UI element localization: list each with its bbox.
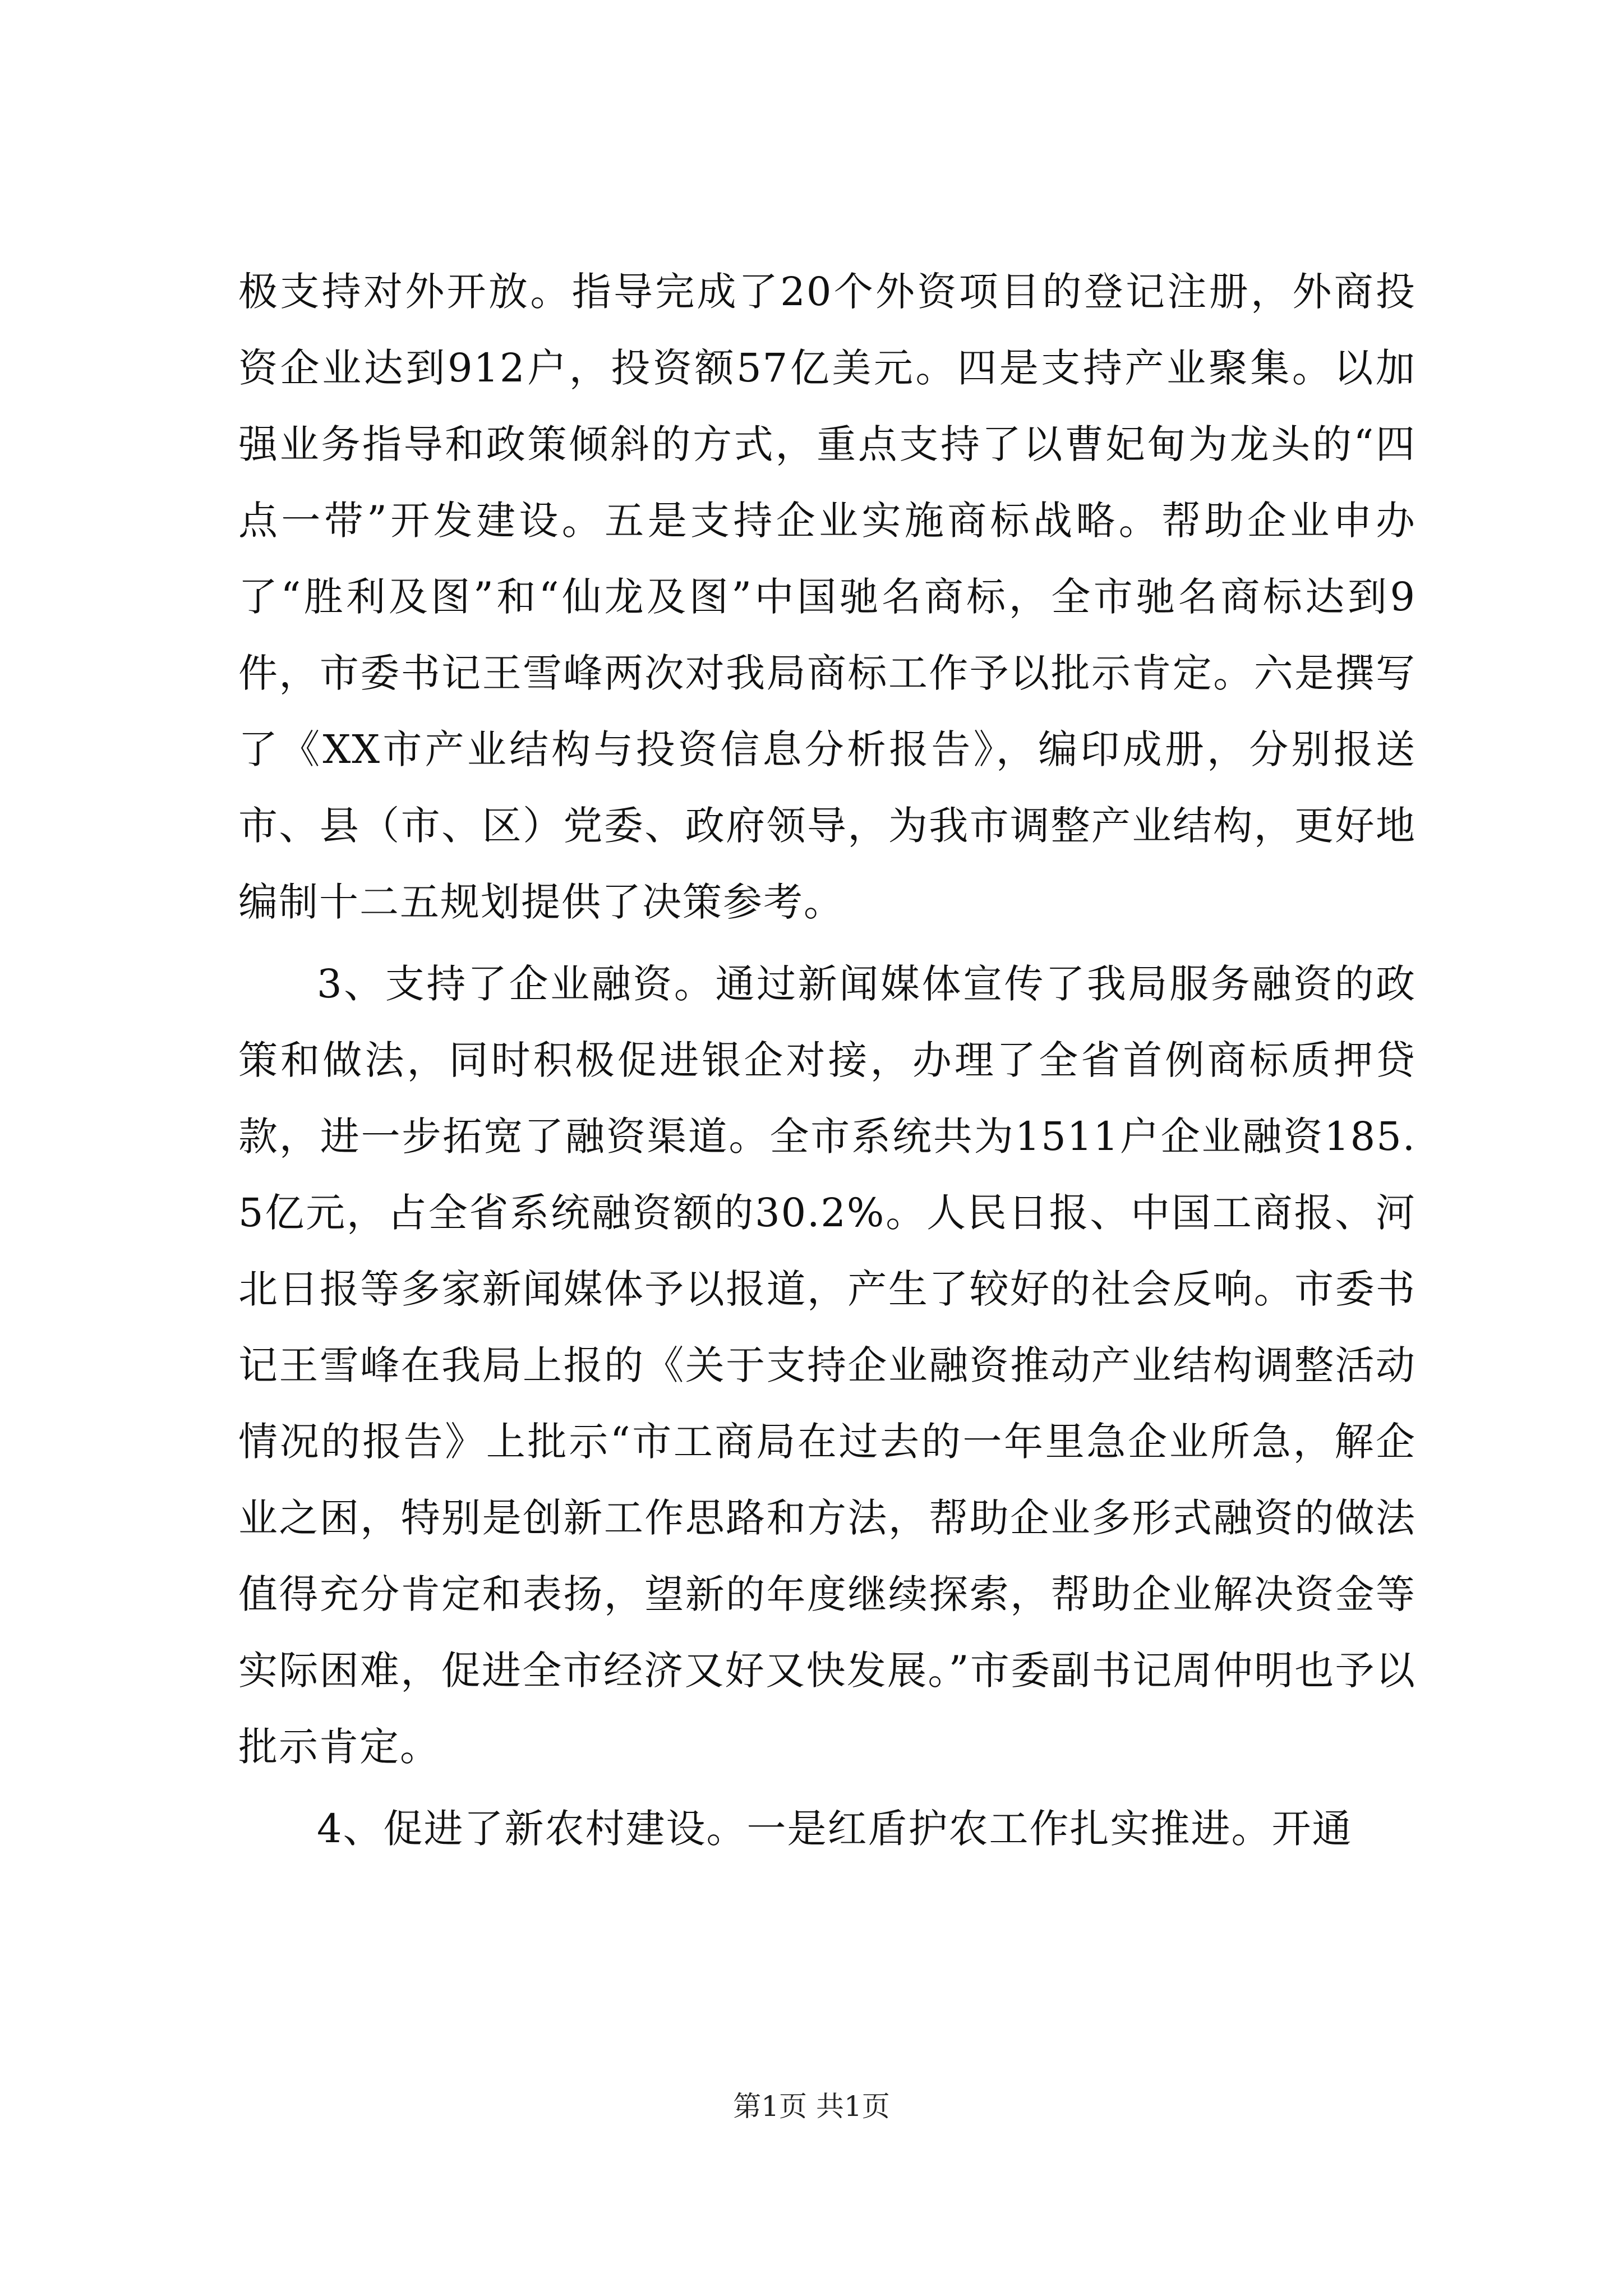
document-body <box>238 254 1416 1872</box>
paragraph-new-rural-construction: 4、促进了新农村建设。一是红盾护农工作扎实推进。开通 <box>317 1806 1353 1852</box>
page-footer: 第1页 共1页 <box>733 2090 890 2123</box>
paragraph-continuation: 极支持对外开放。指导完成了20个外资项目的登记注册，外商投资企业达到912户，投资额57亿美元。四是支持产业聚集。以加强业务指导和政策倾斜的方式，重点支持了以曹妃甸为龙头的“四点一带”开发建设。五是支持企业实施商标战略。帮助企业申办了“胜利及图”和“仙龙及图”中国驰名商标，全市驰名商标达到9件，市委书记王雪峰两次对我局商标工作予以批示肯定。六是撰写了《XX市产业结构与投资信息分析报告》，编印成册，分别报送市、县（市、区）党委、政府领导，为我市调整产业结构，更好地编制十二五规划提供了决策参考。 <box>238 269 1416 925</box>
paragraph-enterprise-financing: 3、支持了企业融资。通过新闻媒体宣传了我局服务融资的政策和做法，同时积极促进银企对接，办理了全省首例商标质押贷款，进一步拓宽了融资渠道。全市系统共为1511户企业融资185.5亿元，占全省系统融资额的30.2%。人民日报、中国工商报、河北日报等多家新闻媒体予以报道，产生了较好的社会反响。市委书记王雪峰在我局上报的《关于支持企业融资推动产业结构调整活动情况的报告》上批示“市工商局在过去的一年里急企业所急，解企业之困，特别是创新工作思路和方法，帮助企业多形式融资的做法值得充分肯定和表扬，望新的年度继续探索，帮助企业解决资金等实际困难，促进全市经济又好又快发展。”市委副书记周仲明也予以批示肯定。 <box>238 961 1416 1770</box>
